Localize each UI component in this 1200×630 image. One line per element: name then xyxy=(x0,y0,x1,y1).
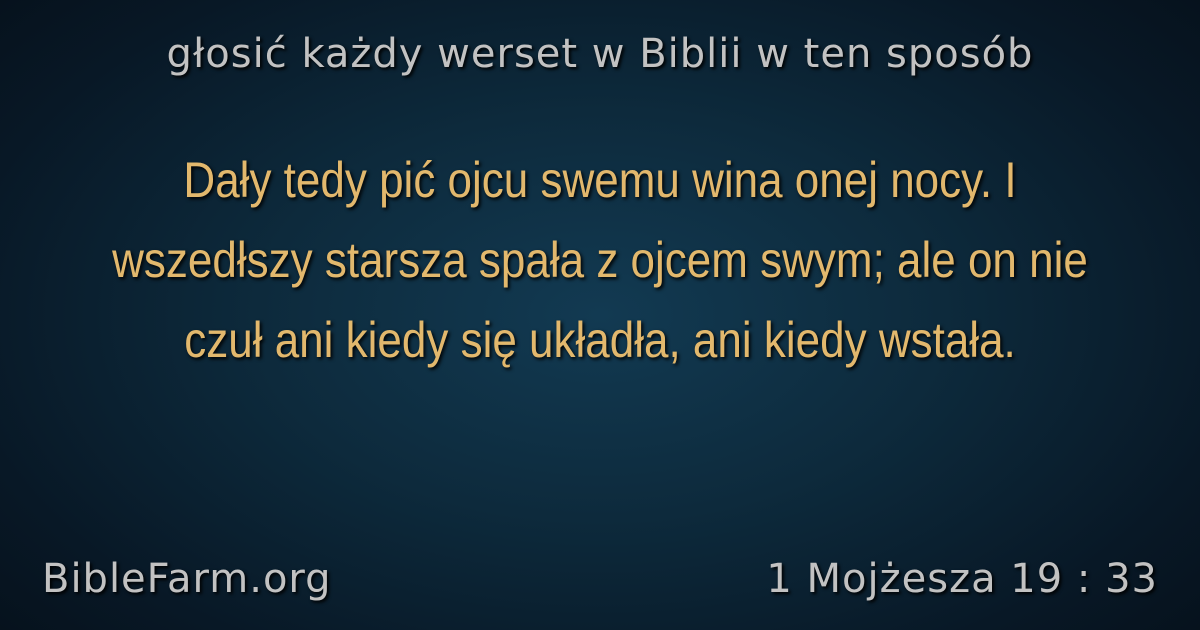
verse-text: Dały tedy pić ojcu swemu wina onej nocy. I wszedłszy starsza spała z ojcem swym; ale on nie czuł ani kiedy się układła, ani kiedy wstała. xyxy=(112,152,1088,368)
tagline-heading: głosić każdy werset w Biblii w ten sposób xyxy=(166,31,1034,77)
verse-reference: 1 Mojżesza 19 : 33 xyxy=(766,556,1158,602)
site-name: BibleFarm.org xyxy=(42,556,332,602)
